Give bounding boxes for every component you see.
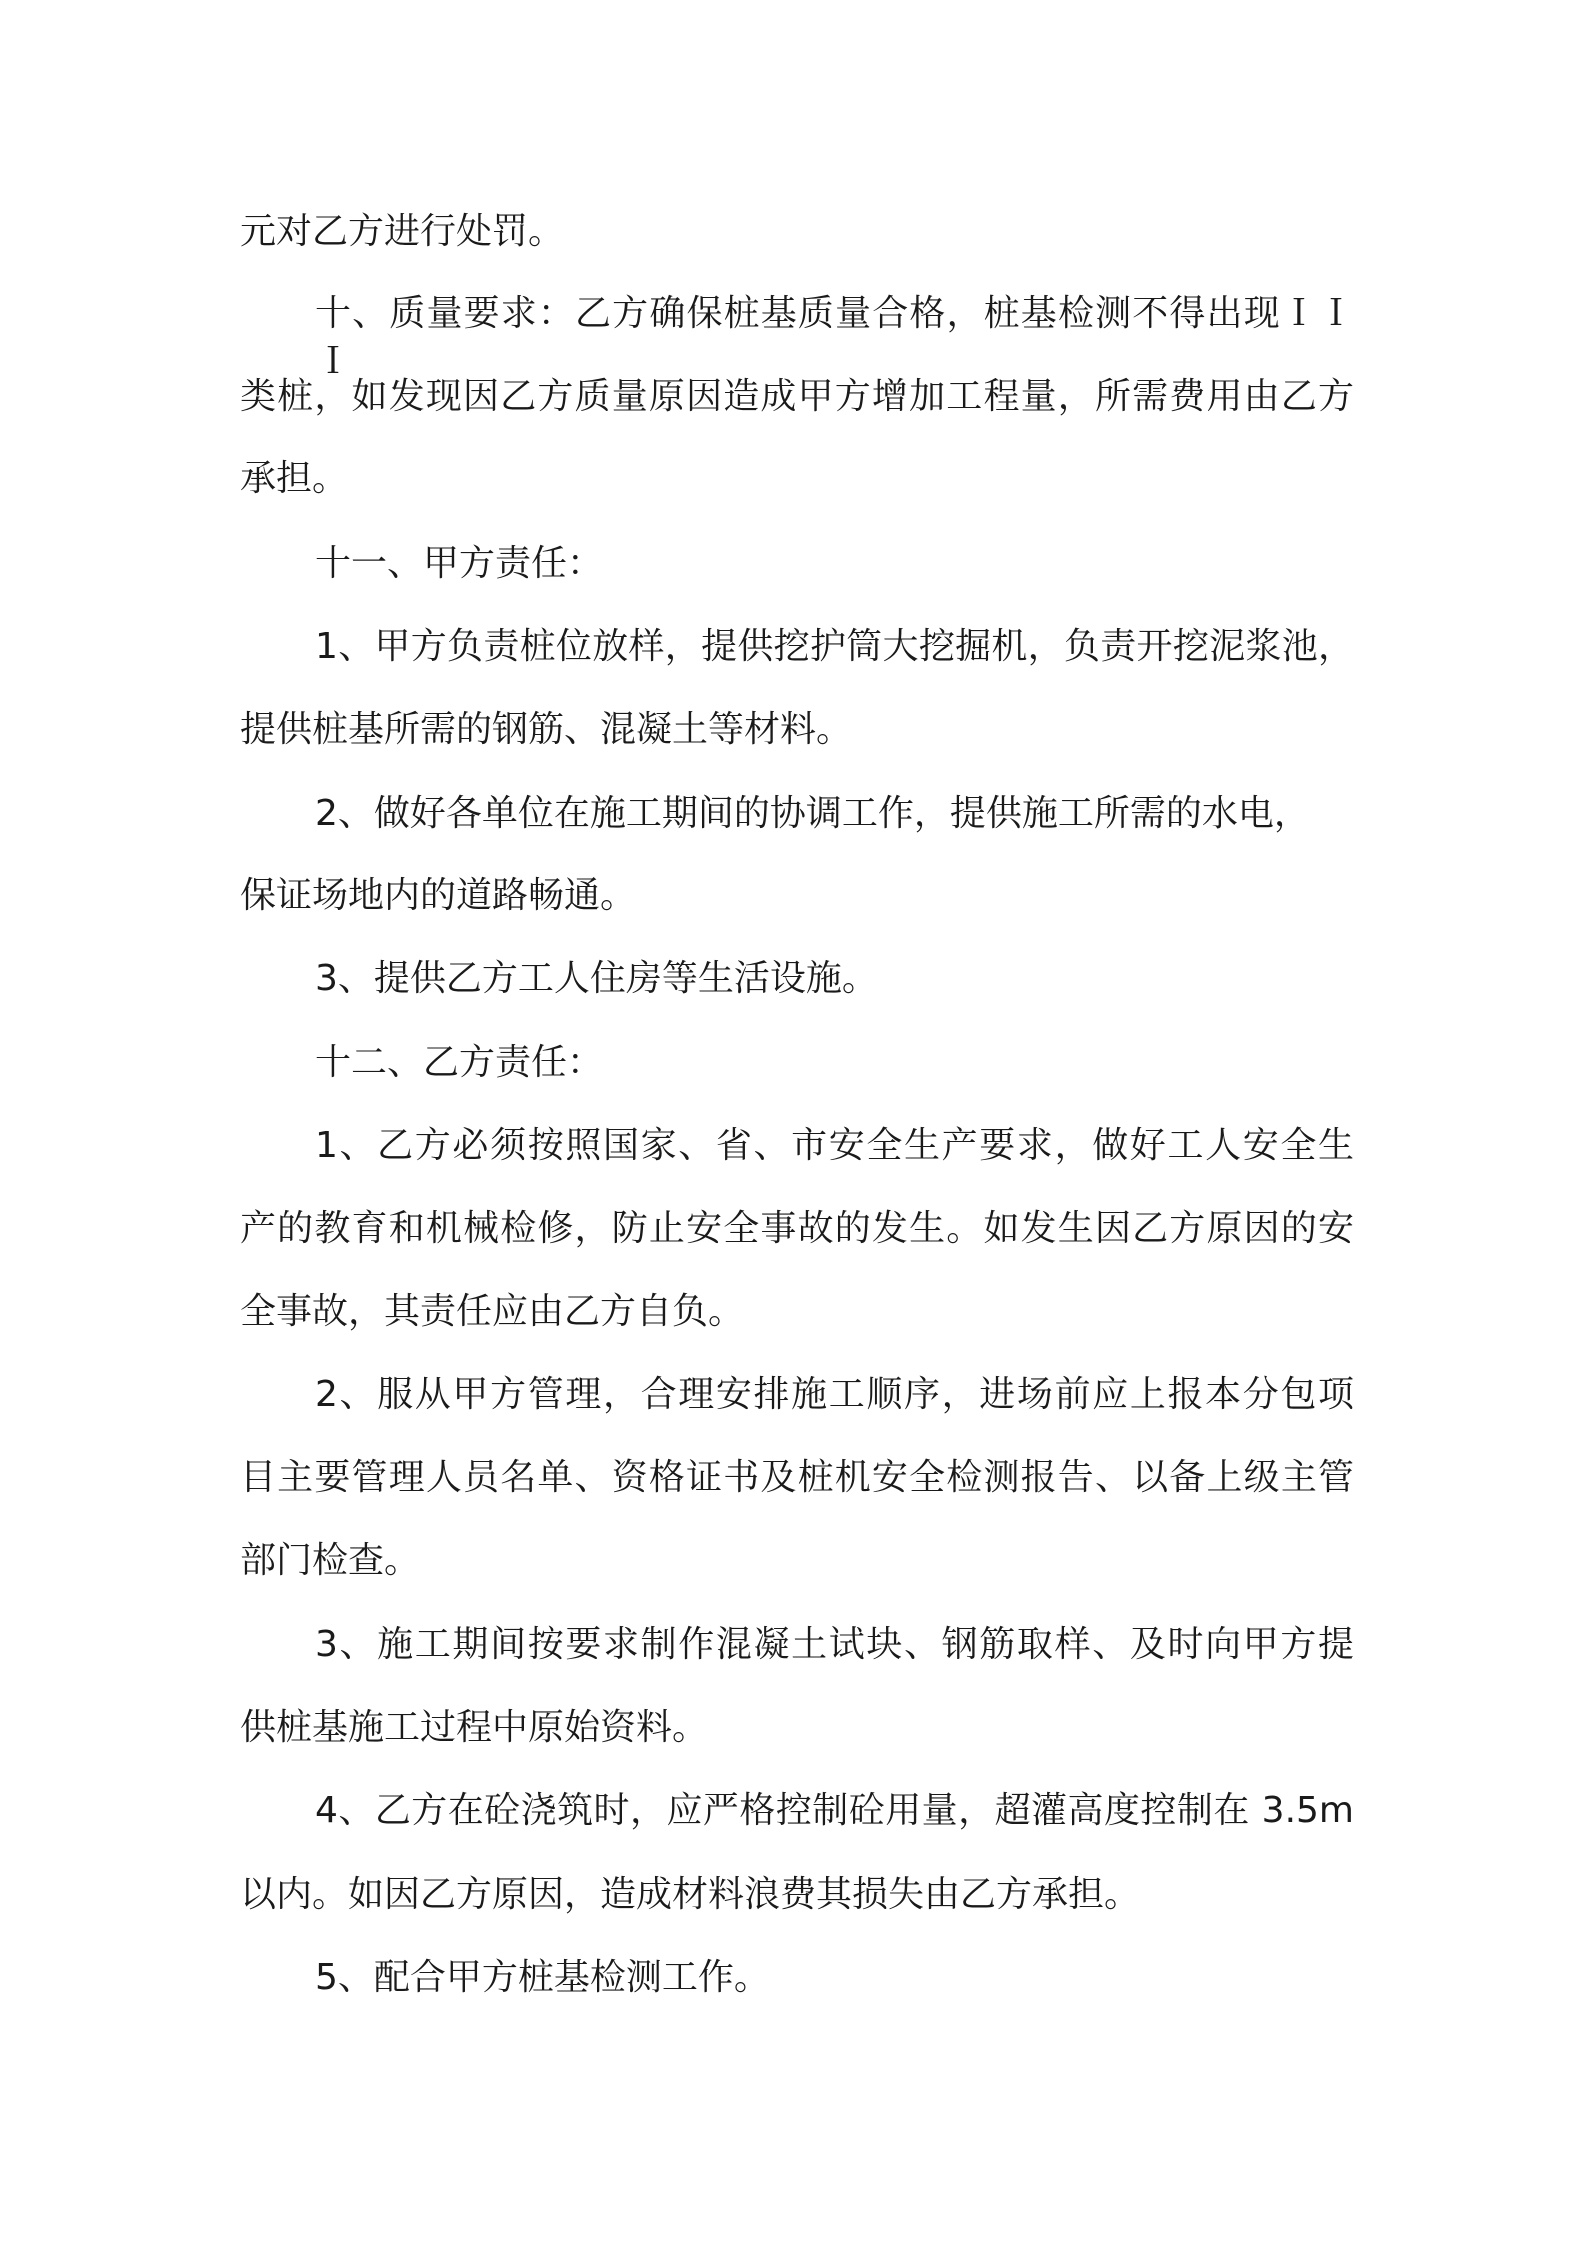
text-line: 以内。如因乙方原因，造成材料浪费其损失由乙方承担。 bbox=[240, 1874, 1141, 1915]
text-line: 2、服从甲方管理，合理安排施工顺序，进场前应上报本分包项 bbox=[315, 1374, 1354, 1415]
text-line: 部门检查。 bbox=[240, 1540, 421, 1581]
text-line: 3、施工期间按要求制作混凝土试块、钢筋取样、及时向甲方提 bbox=[315, 1624, 1354, 1665]
section-heading: 十一、甲方责任： bbox=[315, 543, 604, 584]
text-line: 类桩，如发现因乙方质量原因造成甲方增加工程量，所需费用由乙方 bbox=[240, 376, 1354, 417]
text-line: 承担。 bbox=[240, 458, 349, 499]
text-line: 全事故，其责任应由乙方自负。 bbox=[240, 1291, 745, 1332]
text-line: 4、乙方在砼浇筑时，应严格控制砼用量，超灌高度控制在 3.5m bbox=[315, 1790, 1354, 1831]
text-line: 1、甲方负责桩位放样，提供挖护筒大挖掘机，负责开挖泥浆池， bbox=[315, 626, 1354, 667]
text-line: 供桩基施工过程中原始资料。 bbox=[240, 1707, 709, 1748]
text-line: 十、质量要求：乙方确保桩基质量合格，桩基检测不得出现ＩＩＩ bbox=[315, 293, 1354, 382]
text-line: 目主要管理人员名单、资格证书及桩机安全检测报告、以备上级主管 bbox=[240, 1457, 1354, 1498]
text-line: 1、乙方必须按照国家、省、市安全生产要求，做好工人安全生 bbox=[315, 1125, 1354, 1166]
text-line: 产的教育和机械检修，防止安全事故的发生。如发生因乙方原因的安 bbox=[240, 1208, 1354, 1249]
text-line: 5、配合甲方桩基检测工作。 bbox=[315, 1957, 770, 1998]
text-line: 3、提供乙方工人住房等生活设施。 bbox=[315, 958, 878, 999]
text-line: 提供桩基所需的钢筋、混凝土等材料。 bbox=[240, 709, 853, 750]
text-line: 元对乙方进行处罚。 bbox=[240, 211, 565, 252]
text-line: 保证场地内的道路畅通。 bbox=[240, 875, 637, 916]
text-line: 2、做好各单位在施工期间的协调工作，提供施工所需的水电， bbox=[315, 793, 1310, 834]
section-heading: 十二、乙方责任： bbox=[315, 1042, 604, 1083]
